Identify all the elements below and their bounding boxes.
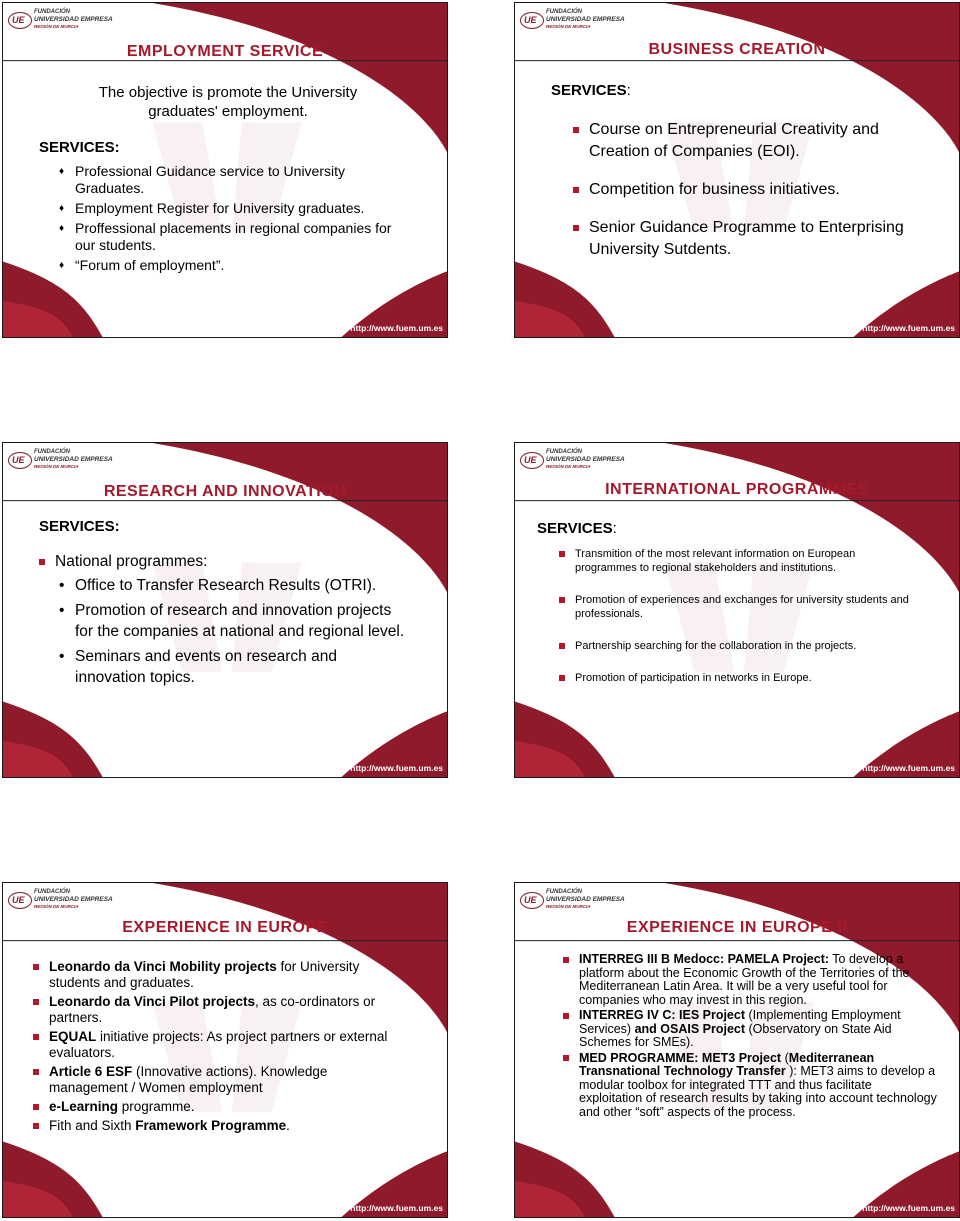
- footer-url: http://www.fuem.um.es: [350, 323, 443, 333]
- slide-title: BUSINESS CREATION: [648, 41, 826, 58]
- footer-url: http://www.fuem.um.es: [862, 763, 955, 773]
- experience-list: [563, 953, 937, 1119]
- list-item: • Seminars and events on research and innovation topics.: [59, 646, 409, 688]
- slide-experience-in-europe: [2, 882, 448, 1218]
- slide-international-programmes: [514, 442, 960, 778]
- footer-url: http://www.fuem.um.es: [862, 323, 955, 333]
- sub-list: [59, 575, 409, 688]
- services-list: [39, 551, 419, 572]
- list-item: Course on Entrepreneurial Creativity and Creation of Companies (EOI).: [573, 119, 913, 163]
- footer-url: http://www.fuem.um.es: [350, 763, 443, 773]
- services-label: SERVICES:: [39, 139, 120, 156]
- list-item: • Office to Transfer Research Results (OTRI).: [59, 575, 409, 596]
- list-item: Leonardo da Vinci Mobility projects for University students and graduates.: [33, 959, 403, 991]
- slide-title: EXPERIENCE IN EUROPE: [122, 919, 328, 936]
- slide-title: EXPERIENCE IN EUROPE II: [626, 919, 848, 936]
- services-list: [573, 119, 913, 261]
- fuem-logo: UE FUNDACIÓN UNIVERSIDAD EMPRESA REGIÓN DE MURCIA: [8, 448, 138, 474]
- list-item: ♦ Proffessional placements in regional companies for our students.: [59, 220, 399, 254]
- slide-title: EMPLOYMENT SERVICE: [126, 43, 324, 60]
- list-item: MED PROGRAMME: MET3 Project (Mediterranean Transnational Technology Transfer ): MET3 aims to develop a modular toolbox for integrated TTT and thus facilitate exploitation of research results by taking into account technology and other “soft” aspects of the process.: [563, 1052, 937, 1120]
- services-label: SERVICES:: [39, 518, 120, 535]
- services-label: SERVICES:: [537, 520, 617, 537]
- list-item: ♦ “Forum of employment”.: [59, 257, 399, 274]
- slide-employment-service: [2, 2, 448, 338]
- list-item: Promotion of experiences and exchanges for university students and professionals.: [559, 593, 909, 621]
- list-item: Leonardo da Vinci Pilot projects, as co-ordinators or partners.: [33, 994, 403, 1026]
- list-item: Article 6 ESF (Innovative actions). Knowledge management / Women employment: [33, 1064, 403, 1096]
- intro-text: The objective is promote the University graduates' employment.: [98, 84, 358, 120]
- fuem-logo: UE FUNDACIÓN UNIVERSIDAD EMPRESA REGIÓN DE MURCIA: [520, 448, 650, 474]
- fuem-logo: UE FUNDACIÓN UNIVERSIDAD EMPRESA REGIÓN DE MURCIA: [8, 8, 138, 34]
- list-item: EQUAL initiative projects: As project partners or external evaluators.: [33, 1029, 403, 1061]
- footer-url: http://www.fuem.um.es: [862, 1203, 955, 1213]
- list-item: INTERREG IV C: IES Project (Implementing Employment Services) and OSAIS Project (Observatory on State Aid Schemes for SMEs).: [563, 1009, 937, 1050]
- footer-url: http://www.fuem.um.es: [350, 1203, 443, 1213]
- list-item: INTERREG III B Medocc: PAMELA Project: To develop a platform about the Economic Growth of the Territories of the Mediterranean Latin Area. It will be a very useful tool for companies who may invest in this region.: [563, 953, 937, 1007]
- slide-research-innovation: [2, 442, 448, 778]
- slide-experience-in-europe-ii: [514, 882, 960, 1218]
- list-item: Transmition of the most relevant information on European programmes to regional stakeholders and institutions.: [559, 547, 909, 575]
- list-item: • Promotion of research and innovation projects for the companies at national and regional level.: [59, 600, 409, 642]
- services-list: [559, 547, 909, 685]
- list-item: Partnership searching for the collaboration in the projects.: [559, 639, 909, 653]
- experience-list: [33, 959, 403, 1134]
- slide-title: RESEARCH AND INNOVATION: [103, 483, 347, 500]
- slide-business-creation: [514, 2, 960, 338]
- list-item: e-Learning programme.: [33, 1099, 403, 1115]
- fuem-logo: UE FUNDACIÓN UNIVERSIDAD EMPRESA REGIÓN DE MURCIA: [520, 8, 650, 34]
- fuem-logo: UE FUNDACIÓN UNIVERSIDAD EMPRESA REGIÓN DE MURCIA: [8, 888, 138, 914]
- list-item: ♦ Professional Guidance service to University Graduates.: [59, 163, 399, 197]
- services-list: [59, 163, 399, 274]
- list-item: Competition for business initiatives.: [573, 179, 913, 201]
- slide-title: INTERNATIONAL PROGRAMMES: [605, 481, 869, 498]
- list-item: Promotion of participation in networks in Europe.: [559, 671, 909, 685]
- fuem-logo: UE FUNDACIÓN UNIVERSIDAD EMPRESA REGIÓN DE MURCIA: [520, 888, 650, 914]
- list-item: Fith and Sixth Framework Programme.: [33, 1118, 403, 1134]
- list-item: National programmes:: [39, 551, 419, 572]
- services-label: SERVICES:: [551, 82, 631, 99]
- list-item: Senior Guidance Programme to Enterprising University Sutdents.: [573, 217, 913, 261]
- list-item: ♦ Employment Register for University graduates.: [59, 200, 399, 217]
